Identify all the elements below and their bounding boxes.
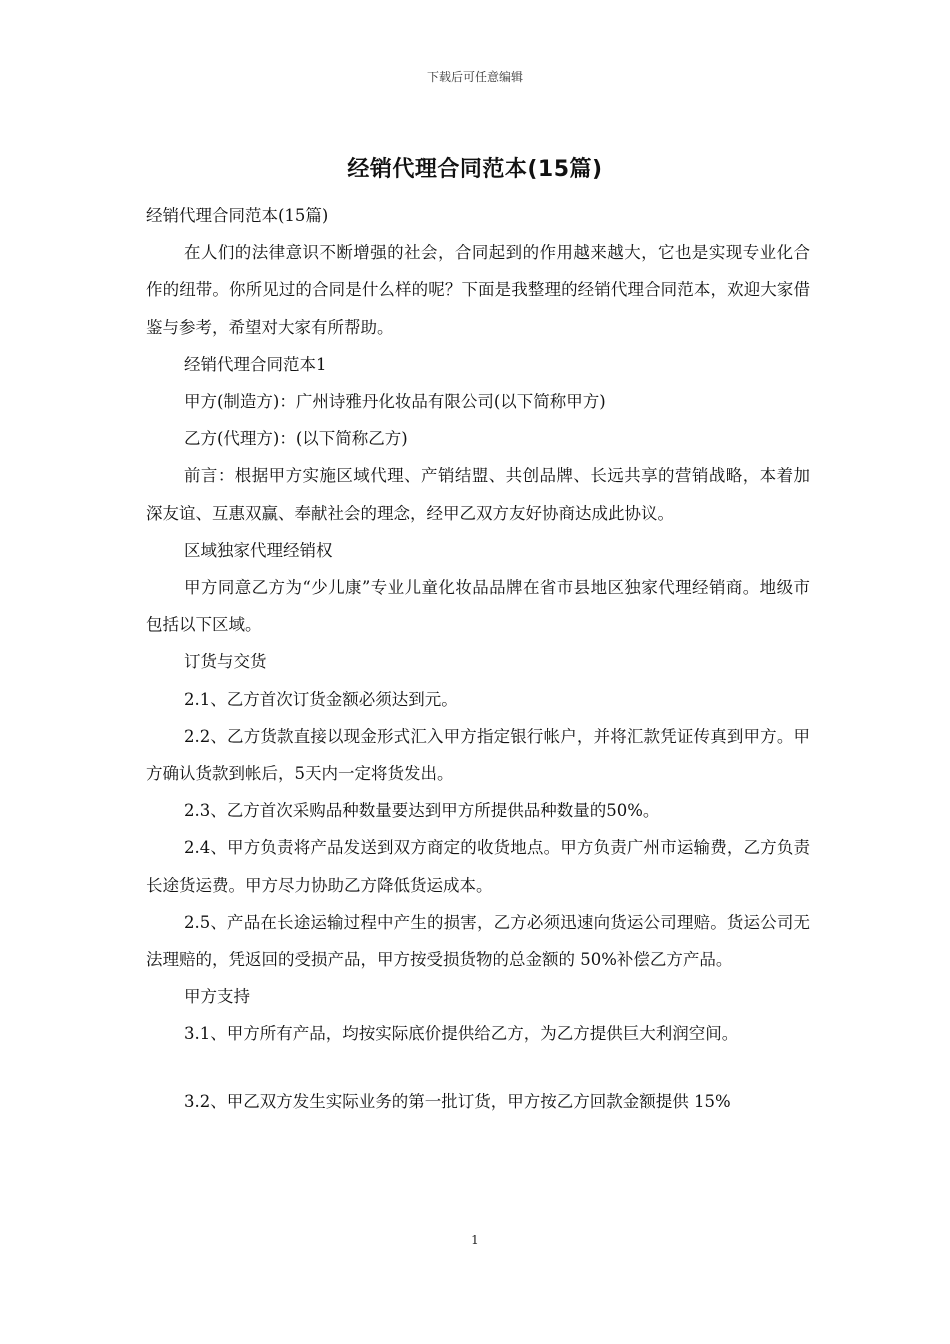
party-b-line: 乙方(代理方)：(以下简称乙方) (184, 429, 408, 449)
document-subtitle: 经销代理合同范本(15篇) (146, 206, 329, 225)
clause-item: 3.2、甲乙双方发生实际业务的第一批订货，甲方按乙方回款金额提供 15% (184, 1091, 731, 1111)
section-heading: 经销代理合同范本1 (184, 354, 327, 374)
intro-paragraph: 在人们的法律意识不断增强的社会，合同起到的作用越来越大，它也是实现专业化合作的纽带。你所见过的合同是什么样的呢？下面是我整理的经销代理合同范本，欢迎大家借鉴与参考，希望对大家有所帮助。 (146, 243, 810, 337)
clause-heading: 甲方支持 (184, 987, 250, 1007)
clause-item: 3.1、甲方所有产品，均按实际底价提供给乙方，为乙方提供巨大利润空间。 (184, 1024, 739, 1044)
page-header-note: 下载后可任意编辑 (426, 70, 523, 84)
clause-item: 2.2、乙方货款直接以现金形式汇入甲方指定银行帐户，并将汇款凭证传真到甲方。甲方确认货款到帐后，5天内一定将货发出。 (146, 726, 810, 784)
clause-paragraph: 甲方同意乙方为“少儿康”专业儿童化妆品品牌在省市县地区独家代理经销商。地级市包括以下区域。 (146, 578, 810, 635)
clause-item: 2.5、产品在长途运输过程中产生的损害，乙方必须迅速向货运公司理赔。货运公司无法理赔的，凭返回的受损产品，甲方按受损货物的总金额的 50%补偿乙方产品。 (146, 912, 810, 970)
document-title: 经销代理合同范本(15篇) (347, 157, 603, 182)
page-number: 1 (471, 1233, 479, 1247)
paragraph-spacer (146, 1053, 810, 1083)
clause-item: 2.1、乙方首次订货金额必须达到元。 (184, 689, 458, 709)
clause-item: 2.4、甲方负责将产品发送到双方商定的收货地点。甲方负责广州市运输费，乙方负责长途货运费。甲方尽力协助乙方降低货运成本。 (146, 838, 810, 895)
preface-paragraph: 前言：根据甲方实施区域代理、产销结盟、共创品牌、长远共享的营销战略，本着加深友谊、互惠双赢、奉献社会的理念，经甲乙双方友好协商达成此协议。 (146, 466, 810, 523)
clause-heading: 区域独家代理经销权 (184, 540, 333, 560)
party-a-line: 甲方(制造方)：广州诗雅丹化妆品有限公司(以下简称甲方) (184, 392, 606, 412)
document-body (146, 197, 810, 1120)
clause-item: 2.3、乙方首次采购品种数量要达到甲方所提供品种数量的50%。 (184, 801, 660, 821)
clause-heading: 订货与交货 (184, 652, 267, 672)
